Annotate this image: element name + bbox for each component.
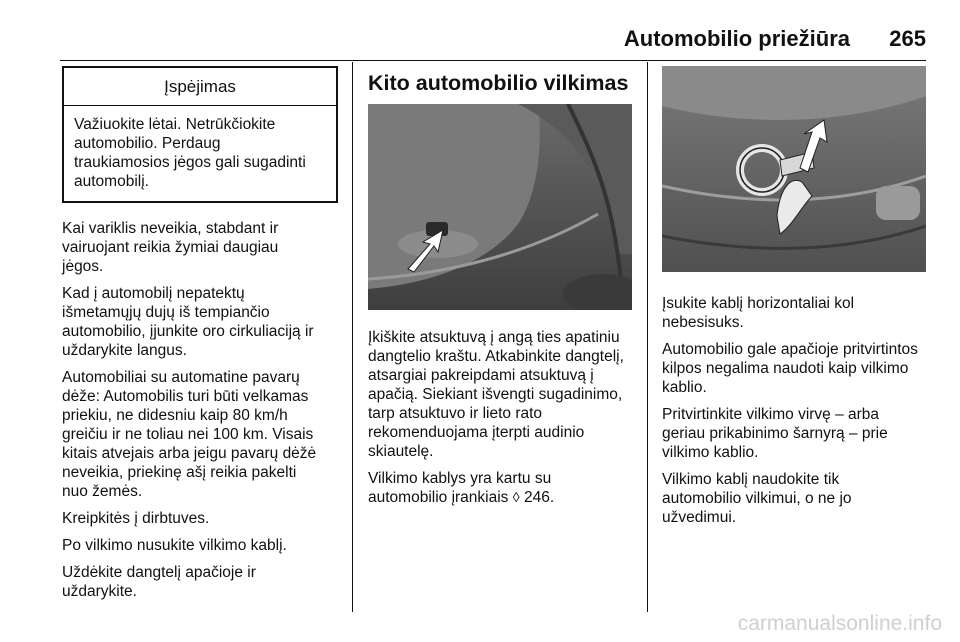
- warning-box: [62, 66, 338, 203]
- page-title: Automobilio priežiūra: [623, 26, 850, 51]
- paragraph: Kai variklis neveikia, stabdant ir vairuojant reikia žymiai daugiau jėgos.: [62, 220, 279, 275]
- towing-eye-illustration: [662, 66, 926, 272]
- paragraph: Kad į automobilį nepatektų išmetamųjų dujų iš tempiančio automobilio, įjunkite oro cirkuliaciją ir uždarykite langus.: [62, 285, 314, 359]
- header-rule: [60, 60, 926, 61]
- column-2: [368, 66, 632, 515]
- paragraph: Įsukite kablį horizontaliai kol nebesisuks.: [662, 295, 855, 331]
- paragraph-text: Vilkimo kablys yra kartu su automobilio įrankiais: [368, 470, 552, 506]
- paragraph: Vilkimo kablį naudokite tik automobilio vilkimui, o ne jo užvedimui.: [662, 471, 852, 526]
- paragraph: Automobilio gale apačioje pritvirtintos kilpos negalima naudoti kaip vilkimo kablio.: [662, 341, 918, 396]
- column-divider-1: [352, 62, 353, 612]
- watermark: carmanualsonline.info: [737, 612, 942, 635]
- paragraph: Kreipkitės į dirbtuves.: [62, 510, 210, 527]
- page-number: 265: [889, 26, 926, 51]
- paragraph: Pritvirtinkite vilkimo virvę – arba geriau prikabinimo šarnyrą – prie vilkimo kablio.: [662, 406, 888, 461]
- warning-body: Važiuokite lėtai. Netrūkčiokite automobilio. Perdaug traukiamosios jėgos gali sugadinti automobilį.: [74, 116, 306, 190]
- column-3: [662, 66, 928, 535]
- column-divider-2: [647, 62, 648, 612]
- section-title: Kito automobilio vilkimas: [368, 71, 629, 95]
- page-header: [60, 22, 926, 56]
- page-reference-icon: ◊: [512, 489, 520, 505]
- column-1: [62, 66, 338, 609]
- paragraph: Automobiliai su automatine pavarų dėže: Automobilis turi būti velkamas priekiu, ne didesniu kaip 80 km/h greičiu ir ne toliau nei 100 km. Visais kitais atvejais arba jeigu pavarų dėžė neveikia, priekinę ašį reikia pakelti nuo žemės.: [62, 369, 317, 500]
- paragraph: [368, 469, 632, 507]
- warning-title: Įspėjimas: [64, 68, 336, 106]
- page-reference[interactable]: 246.: [519, 489, 555, 506]
- paragraph: Uždėkite dangtelį apačioje ir uždarykite.: [62, 564, 256, 600]
- paragraph: Įkiškite atsuktuvą į angą ties apatiniu dangtelio kraštu. Atkabinkite dangtelį, atsargiai pakreipdami atsuktuvą į apačią. Siekiant išvengti sugadinimo, tarp atsuktuvo ir lieto rato rekomenduojama įterpti audinio skiautelę.: [368, 329, 624, 460]
- paragraph: Po vilkimo nusukite vilkimo kablį.: [62, 537, 287, 554]
- bumper-cover-illustration: [368, 104, 632, 310]
